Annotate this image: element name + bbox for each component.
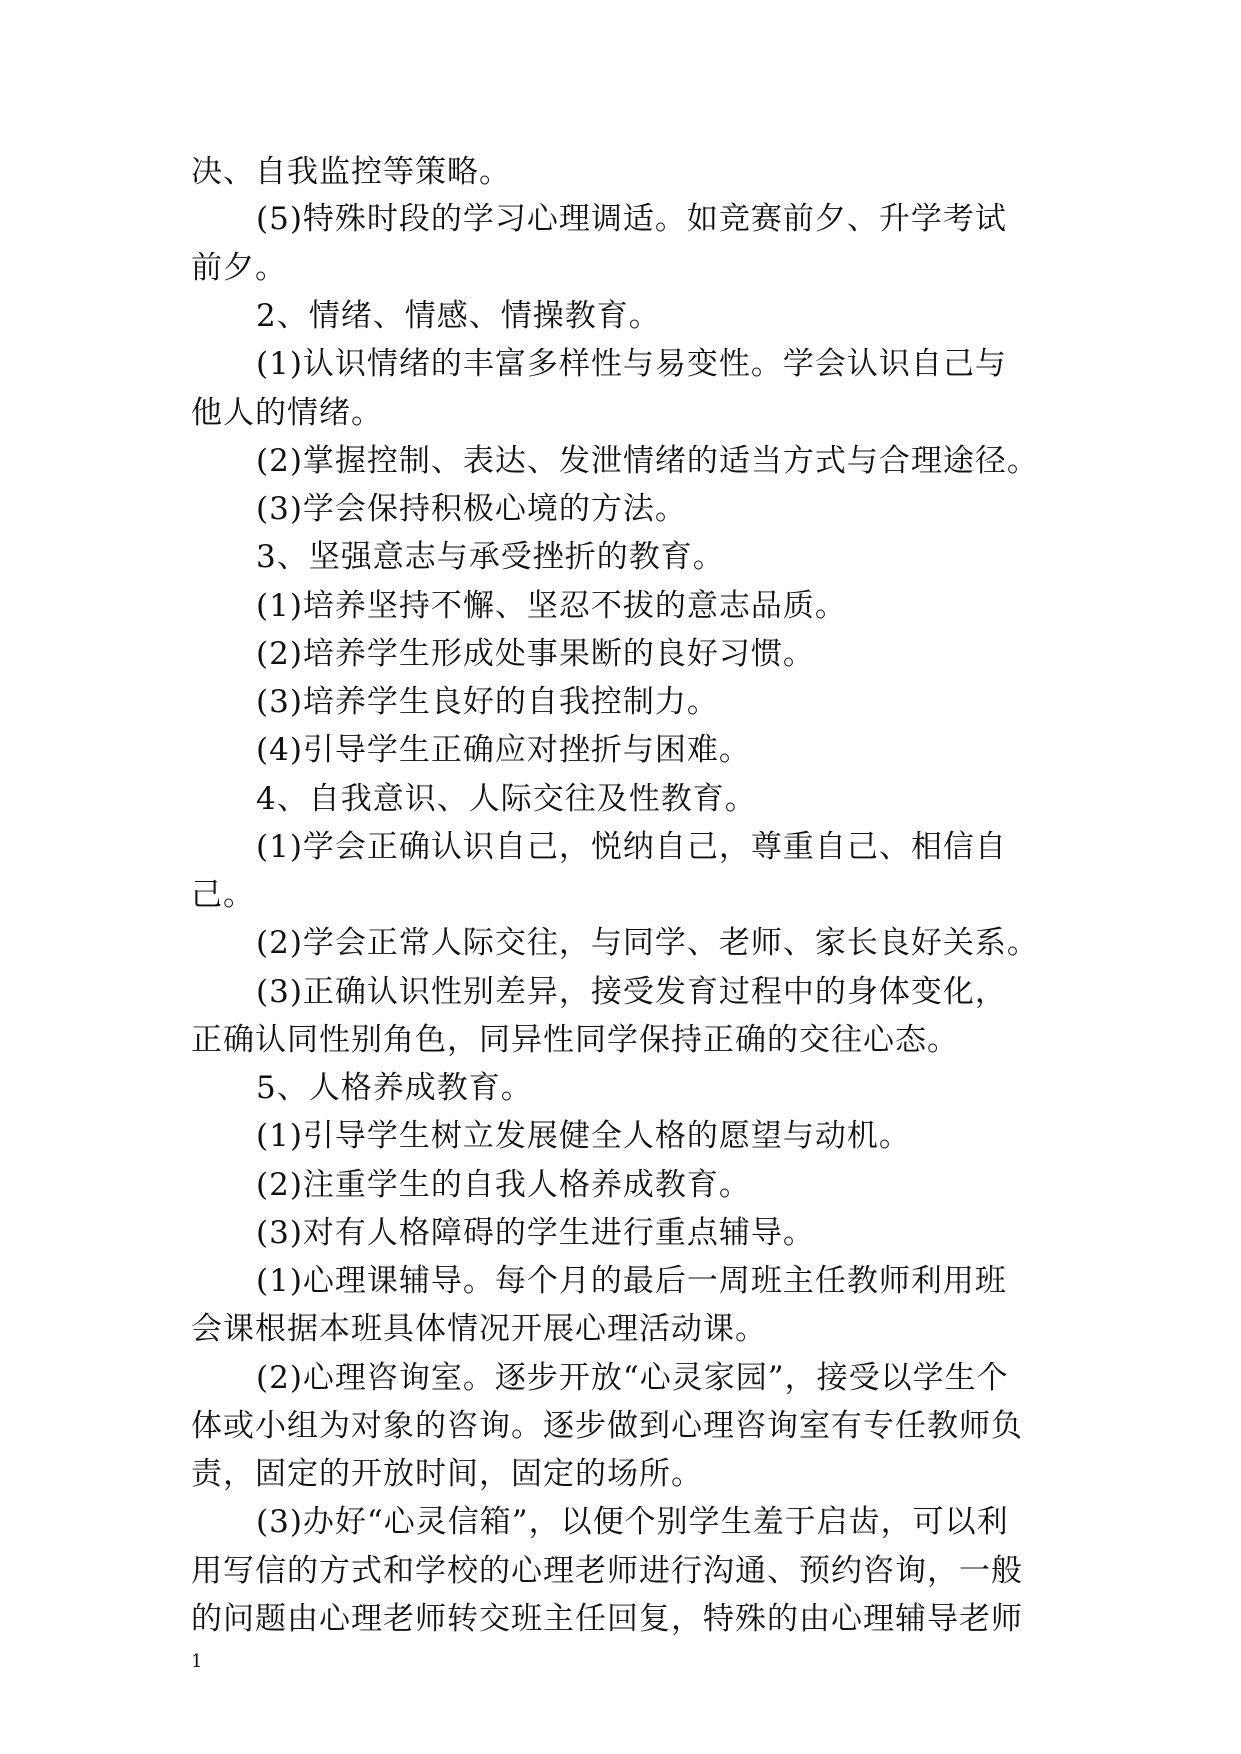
text-line: (3)正确认识性别差异，接受发育过程中的身体变化， [256, 974, 1007, 1010]
text-line: 正确认同性别角色，同异性同学保持正确的交往心态。 [191, 1022, 959, 1058]
text-line: 用写信的方式和学校的心理老师进行沟通、预约咨询，一般 [191, 1553, 1023, 1589]
text-line: 责，固定的开放时间，固定的场所。 [191, 1456, 703, 1492]
text-line: (2)学会正常人际交往，与同学、老师、家长良好关系。 [256, 925, 1039, 961]
text-line: (3)学会保持积极心境的方法。 [256, 491, 687, 527]
text-line: (4)引导学生正确应对挫折与困难。 [256, 732, 751, 768]
text-line: 3、坚强意志与承受挫折的教育。 [256, 539, 725, 575]
text-line: 的问题由心理老师转交班主任回复，特殊的由心理辅导老师 [191, 1601, 1023, 1637]
text-line: 他人的情绪。 [191, 395, 383, 431]
text-line: 2、情绪、情感、情操教育。 [256, 298, 661, 334]
text-line: (1)心理课辅导。每个月的最后一周班主任教师利用班 [256, 1263, 1007, 1299]
text-line: 己。 [191, 877, 255, 913]
text-line: (1)引导学生树立发展健全人格的愿望与动机。 [256, 1118, 911, 1154]
text-line: 前夕。 [191, 250, 287, 286]
text-line: (2)培养学生形成处事果断的良好习惯。 [256, 636, 815, 672]
text-line: (1)学会正确认识自己，悦纳自己，尊重自己、相信自 [256, 829, 1007, 865]
text-line: 体或小组为对象的咨询。逐步做到心理咨询室有专任教师负 [191, 1408, 1023, 1444]
text-line: (2)掌握控制、表达、发泄情绪的适当方式与合理途径。 [256, 443, 1039, 479]
text-line: (3)对有人格障碍的学生进行重点辅导。 [256, 1215, 815, 1251]
text-line: (1)培养坚持不懈、坚忍不拔的意志品质。 [256, 588, 847, 624]
text-line: (3)培养学生良好的自我控制力。 [256, 684, 719, 720]
text-line: 决、自我监控等策略。 [191, 154, 511, 190]
text-line: (3)办好“心灵信箱”，以便个别学生羞于启齿，可以利 [256, 1504, 1009, 1540]
text-line: (1)认识情绪的丰富多样性与易变性。学会认识自己与 [256, 346, 1007, 382]
text-line: (2)注重学生的自我人格养成教育。 [256, 1167, 751, 1203]
text-line: (2)心理咨询室。逐步开放“心灵家园”，接受以学生个 [256, 1360, 1009, 1396]
text-line: 会课根据本班具体情况开展心理活动课。 [191, 1311, 767, 1347]
page-number: 1 [191, 1651, 203, 1672]
text-line: 4、自我意识、人际交往及性教育。 [256, 781, 757, 817]
text-line: 5、人格养成教育。 [256, 1070, 533, 1106]
text-line: (5)特殊时段的学习心理调适。如竞赛前夕、升学考试 [256, 201, 1007, 237]
